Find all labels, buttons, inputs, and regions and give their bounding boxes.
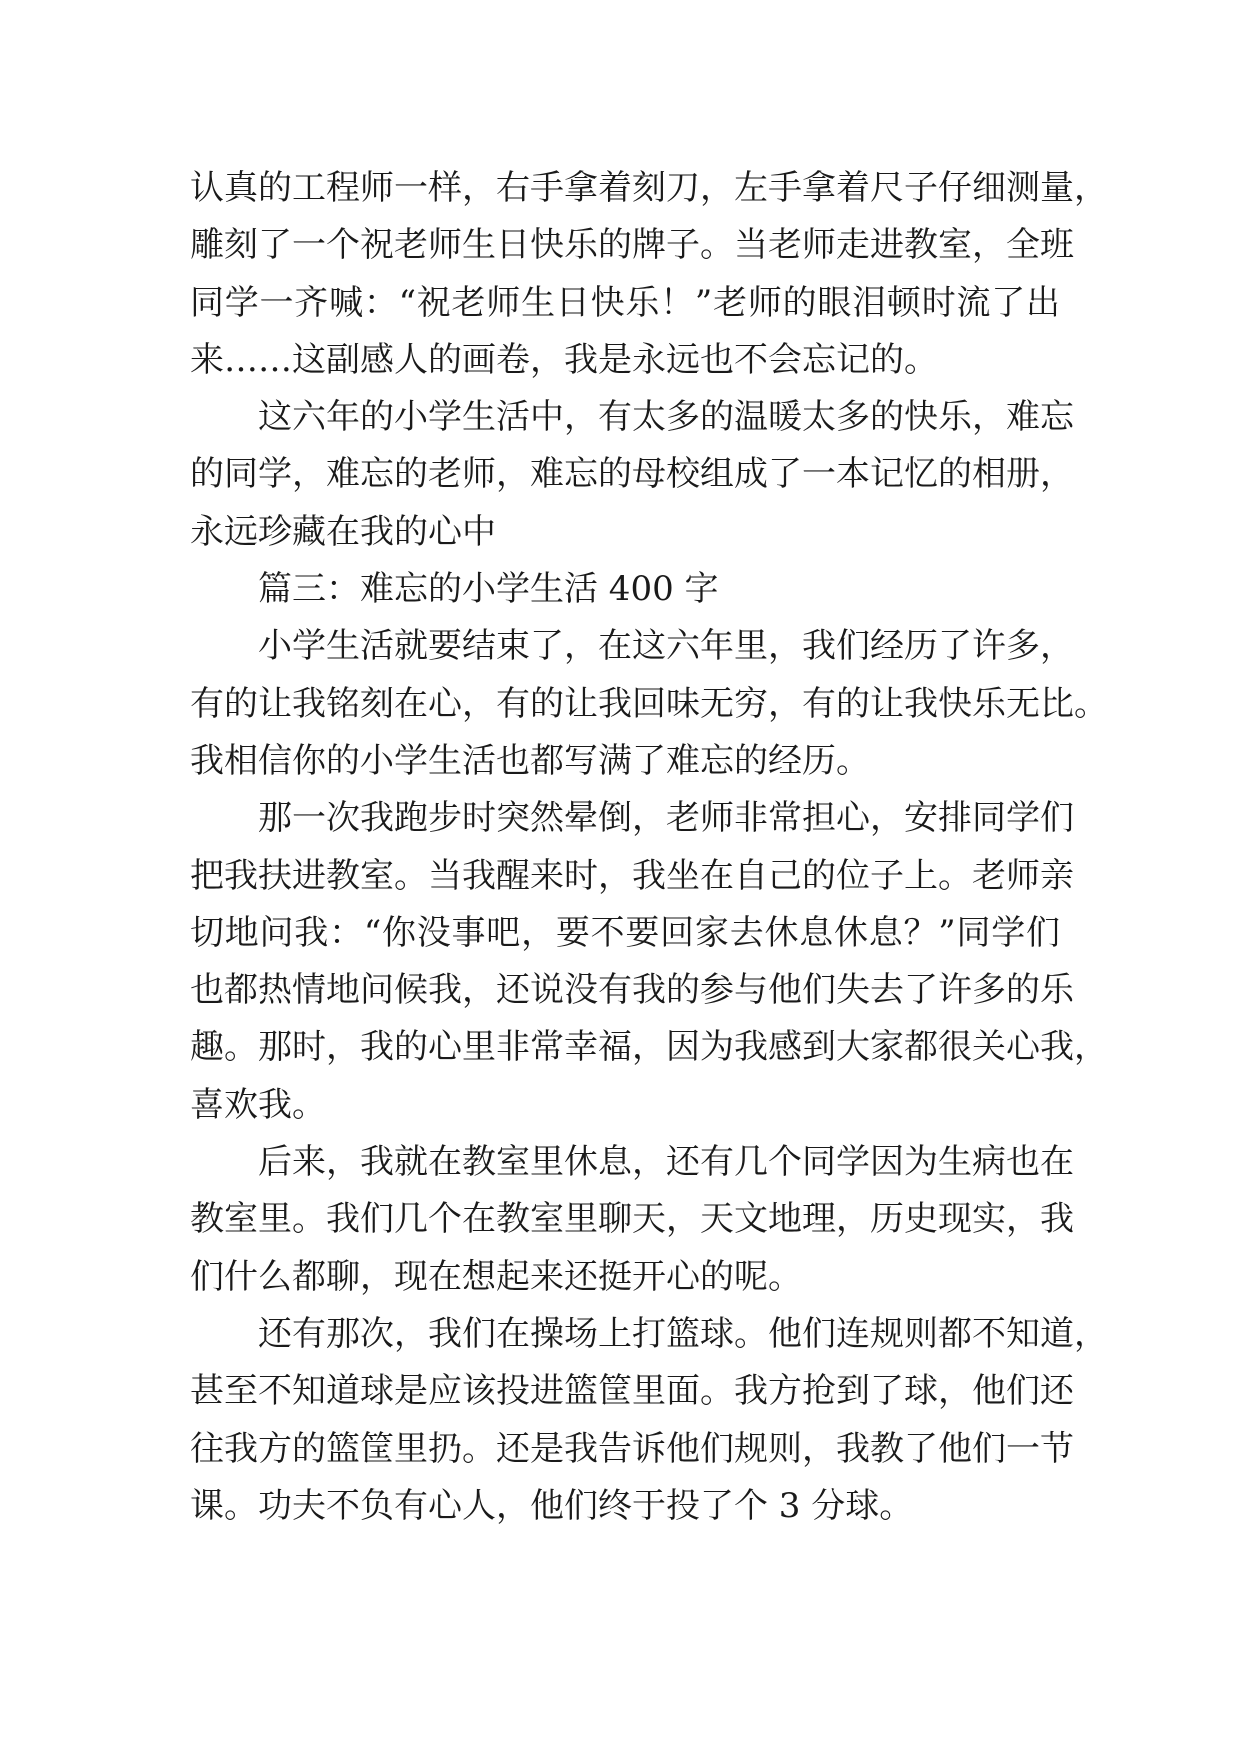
text-line: 也都热情地问候我，还说没有我的参与他们失去了许多的乐 — [190, 970, 1074, 1011]
text-line: 喜欢我。 — [190, 1084, 326, 1125]
paragraph-first-line: 后来，我就在教室里休息，还有几个同学因为生病也在 — [258, 1142, 1074, 1183]
text-line: 的同学，难忘的老师，难忘的母校组成了一本记忆的相册， — [190, 454, 1074, 495]
text-line: 把我扶进教室。当我醒来时，我坐在自己的位子上。老师亲 — [190, 855, 1074, 896]
text-line: 甚至不知道球是应该投进篮筐里面。我方抢到了球，他们还 — [190, 1371, 1074, 1412]
text-line: 有的让我铭刻在心，有的让我回味无穷，有的让我快乐无比。 — [190, 683, 1108, 724]
text-line: 往我方的篮筐里扔。还是我告诉他们规则，我教了他们一节 — [190, 1428, 1074, 1469]
paragraph-first-line: 这六年的小学生活中，有太多的温暖太多的快乐，难忘 — [258, 397, 1074, 438]
text-line: 雕刻了一个祝老师生日快乐的牌子。当老师走进教室，全班 — [190, 225, 1074, 266]
text-line: 同学一齐喊：“祝老师生日快乐！”老师的眼泪顿时流了出 — [190, 282, 1060, 323]
text-line: 们什么都聊，现在想起来还挺开心的呢。 — [190, 1256, 802, 1297]
paragraph-first-line: 还有那次，我们在操场上打篮球。他们连规则都不知道， — [258, 1313, 1108, 1354]
text-line: 永远珍藏在我的心中 — [190, 511, 496, 552]
text-line: 切地问我：“你没事吧，要不要回家去休息休息？”同学们 — [190, 912, 1060, 953]
paragraph-first-line: 那一次我跑步时突然晕倒，老师非常担心，安排同学们 — [258, 798, 1074, 839]
section-heading: 篇三：难忘的小学生活 400 字 — [258, 569, 719, 610]
text-line: 来……这副感人的画卷，我是永远也不会忘记的。 — [190, 339, 938, 380]
text-line: 我相信你的小学生活也都写满了难忘的经历。 — [190, 740, 870, 781]
text-line: 教室里。我们几个在教室里聊天，天文地理，历史现实，我 — [190, 1199, 1074, 1240]
text-line: 课。功夫不负有心人，他们终于投了个 3 分球。 — [190, 1485, 914, 1526]
text-line: 认真的工程师一样，右手拿着刻刀，左手拿着尺子仔细测量， — [190, 168, 1108, 208]
paragraph-first-line: 小学生活就要结束了，在这六年里，我们经历了许多， — [258, 626, 1074, 667]
text-line: 趣。那时，我的心里非常幸福，因为我感到大家都很关心我， — [190, 1027, 1108, 1068]
body-text — [190, 160, 1108, 1535]
